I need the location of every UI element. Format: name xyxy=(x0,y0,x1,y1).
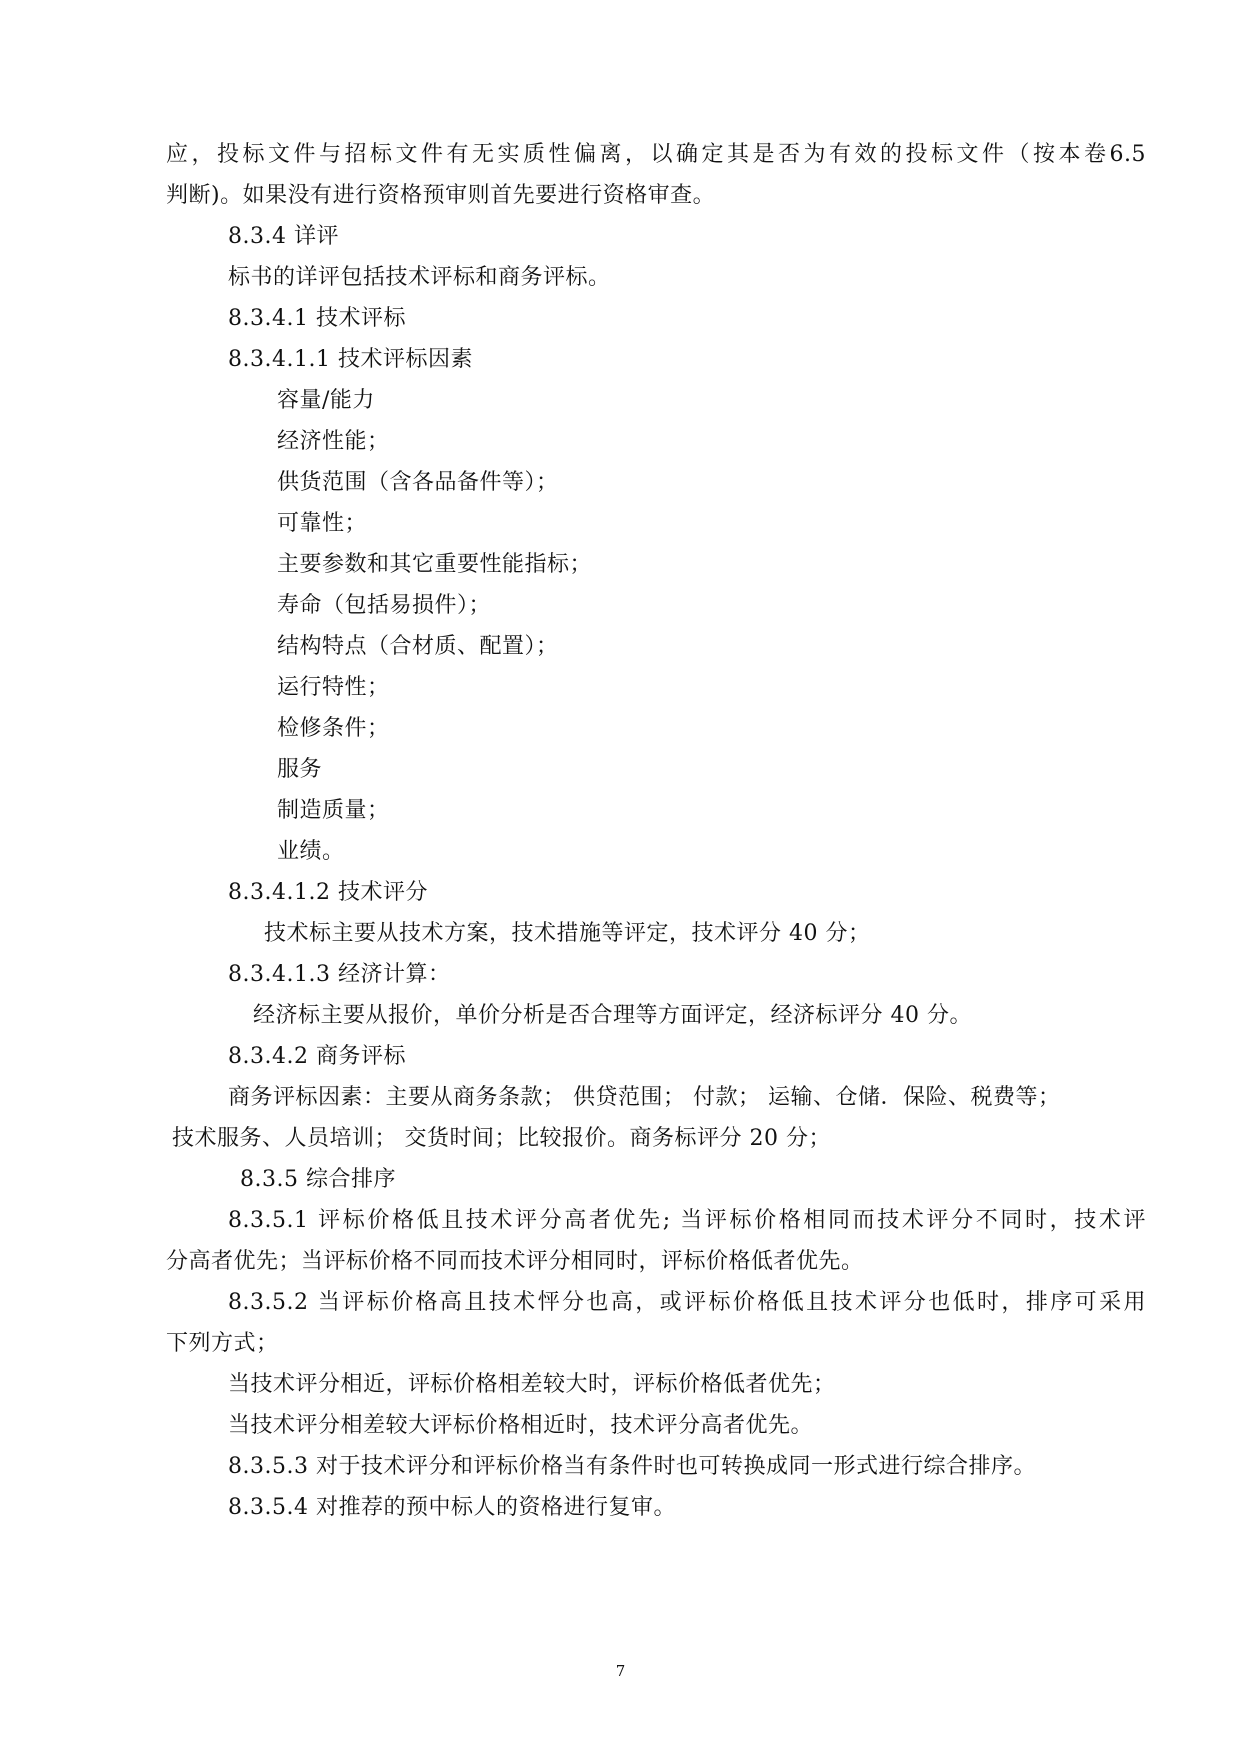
section-heading: 8.3.4.1.1 技术评标因素 xyxy=(228,347,473,372)
list-item: 主要参数和其它重要性能指标； xyxy=(277,552,593,577)
list-item: 结构特点（合材质、配置）； xyxy=(277,634,559,659)
page-number: 7 xyxy=(615,1662,626,1680)
section-heading: 8.3.4.1 技术评标 xyxy=(228,306,406,331)
list-item: 制造质量； xyxy=(277,798,390,823)
paragraph-line: 8.3.5.2 当评标价格高且技术怦分也高，或评标价格低且技术评分也低时，排序可采用 xyxy=(228,1290,1146,1315)
paragraph-line: 判断)。如果没有进行资格预审则首先要进行资格审查。 xyxy=(166,183,716,208)
paragraph-line: 当技术评分相近，评标价格相差较大时，评标价格低者优先； xyxy=(228,1372,836,1397)
section-heading: 8.3.5 综合排序 xyxy=(240,1167,396,1192)
paragraph-line: 8.3.5.4 对推荐的预中标人的资格进行复审。 xyxy=(228,1495,676,1520)
list-item: 可靠性； xyxy=(277,511,368,536)
list-item: 业绩。 xyxy=(277,839,345,864)
paragraph-line: 标书的详评包括技术评标和商务评标。 xyxy=(228,265,611,290)
paragraph-line: 技术标主要从技术方案，技术措施等评定，技术评分 40 分； xyxy=(264,921,871,946)
section-heading: 8.3.4.2 商务评标 xyxy=(228,1044,406,1069)
paragraph-line: 8.3.5.3 对于技术评分和评标价格当有条件时也可转换成同一形式进行综合排序。 xyxy=(228,1454,1036,1479)
list-item: 运行特性； xyxy=(277,675,390,700)
paragraph-line: 8.3.5.1 评标价格低且技术评分高者优先; 当评标价格相同而技术评分不同时，技术评 xyxy=(228,1208,1146,1233)
section-heading: 8.3.4.1.3 经济计算： xyxy=(228,962,451,987)
list-item: 寿命（包括易损件）； xyxy=(277,593,492,618)
paragraph-line: 当技术评分相差较大评标价格相近时，技术评分高者优先。 xyxy=(228,1413,814,1438)
list-item: 供货范围（含各品备件等）； xyxy=(277,470,559,495)
paragraph-line: 应，投标文件与招标文件有无实质性偏离，以确定其是否为有效的投标文件（按本卷6.5 xyxy=(166,142,1146,167)
list-item: 检修条件； xyxy=(277,716,390,741)
list-item: 容量/能力 xyxy=(277,388,375,413)
paragraph-line: 技术服务、人员培训； 交货时间；比较报价。商务标评分 20 分； xyxy=(172,1126,831,1151)
list-item: 经济性能； xyxy=(277,429,390,454)
section-heading: 8.3.4 详评 xyxy=(228,224,339,249)
paragraph-line: 经济标主要从报价，单价分析是否合理等方面评定，经济标评分 40 分。 xyxy=(253,1003,972,1028)
paragraph-line: 分高者优先；当评标价格不同而技术评分相同时，评标价格低者优先。 xyxy=(166,1249,864,1274)
paragraph-line: 下列方式； xyxy=(166,1331,279,1356)
section-heading: 8.3.4.1.2 技术评分 xyxy=(228,880,428,905)
paragraph-line: 商务评标因素：主要从商务条款； 供贷范围； 付款； 运输、仓储．保险、税费等； xyxy=(228,1085,1061,1110)
list-item: 服务 xyxy=(277,757,323,782)
